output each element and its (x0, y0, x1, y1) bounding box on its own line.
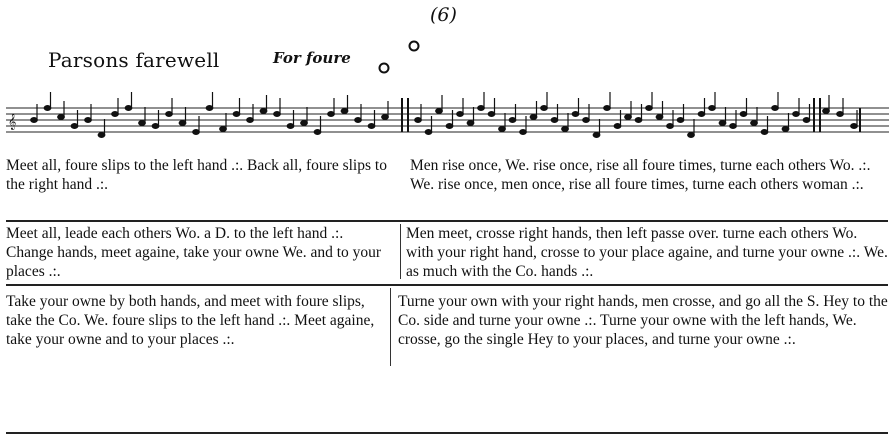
note-head (314, 130, 321, 135)
note-head (509, 118, 516, 123)
note-head (677, 118, 684, 123)
note-head (274, 112, 281, 117)
note-head (478, 106, 485, 111)
column-divider-1 (400, 224, 401, 279)
divider-2 (6, 284, 888, 286)
note-head (98, 133, 105, 138)
note-head (823, 109, 830, 114)
note-head (425, 130, 432, 135)
note-head (355, 118, 362, 123)
note-head (793, 112, 800, 117)
note-head (656, 115, 663, 120)
note-head (446, 124, 453, 129)
note-head (772, 106, 779, 111)
for-foure-label: For foure (273, 49, 351, 67)
note-head (415, 118, 422, 123)
note-head (851, 124, 858, 129)
music-staff (0, 88, 895, 148)
note-head (530, 115, 537, 120)
note-head (436, 109, 443, 114)
note-head (761, 130, 768, 135)
divider-3 (6, 432, 888, 434)
note-head (635, 118, 642, 123)
note-head (328, 112, 335, 117)
note-head (730, 124, 737, 129)
note-head (782, 127, 789, 132)
note-head (287, 124, 294, 129)
note-head (233, 112, 240, 117)
figure-1-part-b: Men rise once, We. rise once, rise all foure times, turne each others Wo. .:. We. rise once, men once, rise all foure times, turne each others woman .:. (410, 157, 871, 193)
note-head (488, 112, 495, 117)
note-head (166, 112, 173, 117)
note-head (751, 121, 758, 126)
music-notes (31, 92, 858, 137)
note-head (301, 121, 308, 126)
note-head (85, 118, 92, 123)
figure-3-part-a: Take your owne by both hands, and meet with foure slips, take the Co. We. foure slips to the left hand .:. Meet againe, take your owne and to your places .:. (6, 293, 375, 348)
note-head (112, 112, 119, 117)
note-head (667, 124, 674, 129)
note-head (206, 106, 213, 111)
column-divider-2 (390, 288, 391, 366)
note-head (457, 112, 464, 117)
dance-title: Parsons farewell (48, 48, 220, 72)
note-head (562, 127, 569, 132)
note-head (520, 130, 527, 135)
note-head (499, 127, 506, 132)
note-head (541, 106, 548, 111)
page-number: (6) (430, 4, 457, 26)
note-head (604, 106, 611, 111)
note-head (71, 124, 78, 129)
figure-2-part-b: Men meet, crosse right hands, then left passe over. turne each others Wo. with your right hand, crosse to your place againe, and turne your owne .:. We. as much with the Co. hands .:. (406, 225, 888, 280)
note-head (341, 109, 348, 114)
note-head (837, 112, 844, 117)
note-head (260, 109, 267, 114)
note-head (709, 106, 716, 111)
note-head (368, 124, 375, 129)
note-head (625, 115, 632, 120)
note-head (139, 121, 146, 126)
divider-1 (6, 220, 888, 222)
note-head (31, 118, 38, 123)
note-head (382, 115, 389, 120)
clef-icon: 𝄞 (8, 114, 17, 130)
figure-1-part-a: Meet all, foure slips to the left hand .:. Back all, foure slips to the right hand .:. (6, 157, 387, 193)
note-head (803, 118, 810, 123)
note-head (646, 106, 653, 111)
note-head (58, 115, 65, 120)
figure-3-part-b: Turne your own with your right hands, men crosse, and go all the S. Hey to the Co. side and turne your owne .:. Turne your owne with the left hands, We. crosse, go the single Hey to your places, and turne your owne .:. (398, 293, 888, 348)
note-head (593, 133, 600, 138)
note-head (740, 112, 747, 117)
dancer-formation-icon (374, 36, 424, 80)
note-head (179, 121, 186, 126)
note-head (125, 106, 132, 111)
note-head (193, 130, 200, 135)
note-head (572, 112, 579, 117)
note-head (688, 133, 695, 138)
note-head (698, 112, 705, 117)
note-head (583, 118, 590, 123)
note-head (247, 118, 254, 123)
note-head (614, 124, 621, 129)
note-head (152, 124, 159, 129)
note-head (220, 127, 227, 132)
note-head (44, 106, 51, 111)
note-head (551, 118, 558, 123)
figure-2-part-a: Meet all, leade each others Wo. a D. to the left hand .:. Change hands, meet againe, take your owne We. and to your places .:. (6, 225, 382, 280)
note-head (719, 121, 726, 126)
note-head (467, 121, 474, 126)
